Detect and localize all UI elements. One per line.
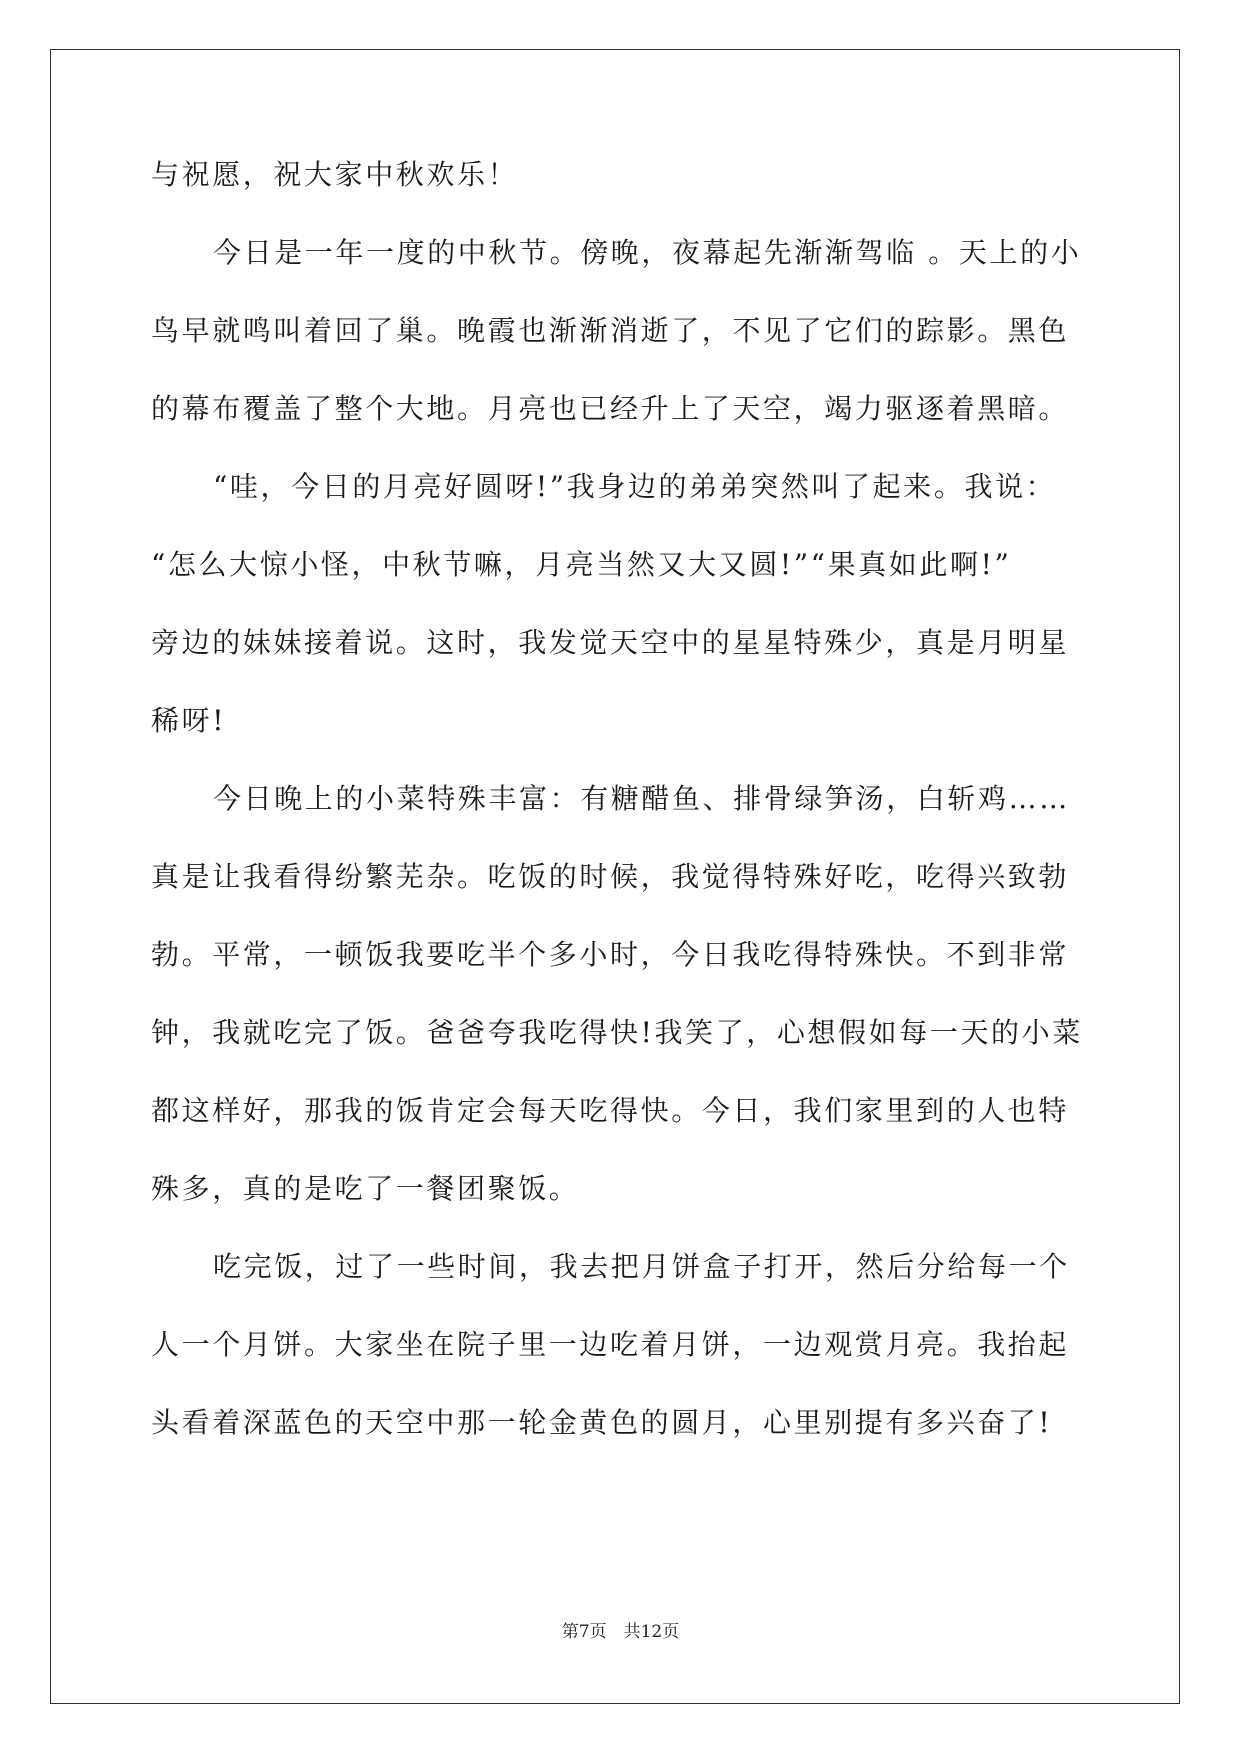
text-line: 旁边的妹妹接着说。这时，我发觉天空中的星星特殊少，真是月明星 (151, 626, 1070, 659)
text-line: 头看着深蓝色的天空中那一轮金黄色的圆月，心里别提有多兴奋了! (151, 1406, 1053, 1439)
text-line: 鸟早就鸣叫着回了巢。晚霞也渐渐消逝了，不见了它们的踪影。黑色 (151, 314, 1070, 347)
paragraph-start-line: 吃完饭，过了一些时间，我去把月饼盒子打开，然后分给每一个 (213, 1250, 1070, 1283)
paragraph-start-line: 今日晚上的小菜特殊丰富：有糖醋鱼、排骨绿笋汤，白斩鸡…… (213, 782, 1070, 815)
text-line: 与祝愿，祝大家中秋欢乐！ (151, 158, 519, 191)
text-line: 殊多，真的是吃了一餐团聚饭。 (151, 1172, 580, 1205)
text-line: 都这样好，那我的饭肯定会每天吃得快。今日，我们家里到的人也特 (151, 1094, 1070, 1127)
paragraph-start-line: “哇，今日的月亮好圆呀!”我身边的弟弟突然叫了起来。我说： (213, 470, 1057, 503)
text-line: 真是让我看得纷繁芜杂。吃饭的时候，我觉得特殊好吃，吃得兴致勃 (151, 860, 1070, 893)
page-number-footer: 第7页 共12页 (561, 1622, 680, 1642)
text-line: 勃。平常，一顿饭我要吃半个多小时，今日我吃得特殊快。不到非常 (151, 938, 1070, 971)
text-line: 钟，我就吃完了饭。爸爸夸我吃得快!我笑了，心想假如每一天的小菜 (151, 1016, 1083, 1049)
text-line: “怎么大惊小怪，中秋节嘛，月亮当然又大又圆!”“果真如此啊!” (151, 548, 1012, 581)
text-line: 稀呀! (151, 704, 227, 737)
document-body (151, 160, 1087, 1486)
text-line: 人一个月饼。大家坐在院子里一边吃着月饼，一边观赏月亮。我抬起 (151, 1328, 1070, 1361)
text-line: 的幕布覆盖了整个大地。月亮也已经升上了天空，竭力驱逐着黑暗。 (151, 392, 1070, 425)
paragraph-start-line: 今日是一年一度的中秋节。傍晚，夜幕起先渐渐驾临 。天上的小 (213, 236, 1082, 269)
